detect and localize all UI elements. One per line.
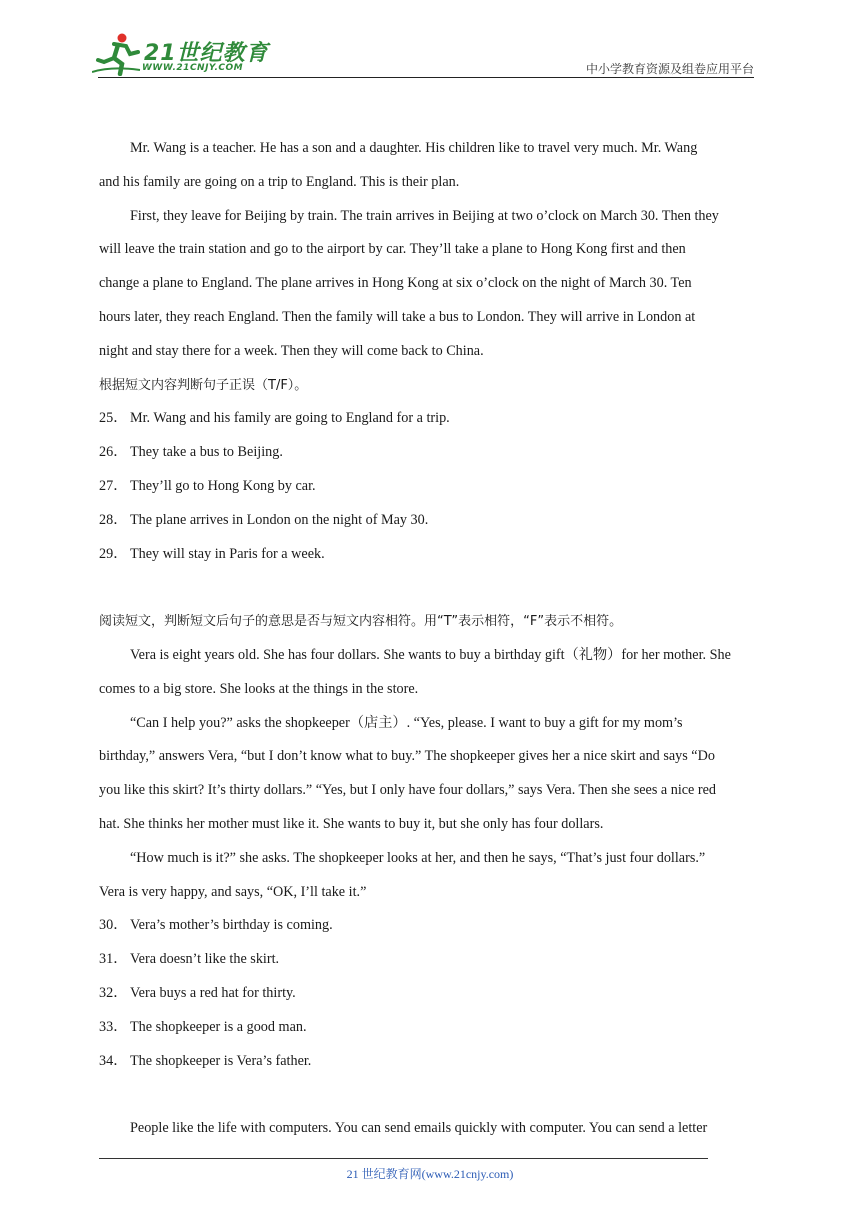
header-slogan: 中小学教育资源及组卷应用平台 [585,62,754,76]
site-logo [92,32,272,78]
question-text: Vera buys a red hat for thirty. [130,984,296,1001]
paragraph-line: change a plane to England. The plane arrives in Hong Kong at six o’clock on the night of March 30. Ten [99,275,692,292]
question-text: The shopkeeper is a good man. [130,1018,307,1035]
question-text: The shopkeeper is Vera’s father. [130,1052,312,1069]
page-footer[interactable]: 21 世纪教育网(www.21cnjy.com) [346,1167,514,1181]
question-number: 28． [99,511,128,528]
question-item [99,504,763,538]
question-number: 31． [99,951,128,968]
header-divider [98,77,754,78]
question-number: 29． [99,545,128,562]
question-number: 26． [99,444,128,461]
question-item [99,909,763,943]
paragraph-line: “Can I help you?” asks the shopkeeper（店主）. “Yes, please. I want to buy a gift for my mom’s [130,714,683,731]
question-text: Mr. Wang and his family are going to England for a trip. [130,410,450,427]
question-text: They take a bus to Beijing. [130,444,283,461]
question-number: 32． [99,984,128,1001]
question-number: 25． [99,410,128,427]
question-item [99,1045,763,1079]
question-item [99,943,763,977]
paragraph-line: Vera is eight years old. She has four dollars. She wants to buy a birthday gift（礼物）for her mother. She [130,646,731,663]
paragraph-line: People like the life with computers. You can send emails quickly with computer. You can send a letter [130,1120,708,1137]
question-item [99,1011,763,1045]
section-gap [99,571,763,605]
question-number: 27． [99,477,128,494]
paragraph-line: night and stay there for a week. Then they will come back to China. [99,342,484,359]
question-text: They’ll go to Hong Kong by car. [130,477,316,494]
runner-logo-icon [92,32,142,76]
paragraph-line: “How much is it?” she asks. The shopkeeper looks at her, and then he says, “That’s just four dollars.” [130,849,706,866]
paragraph-line: hours later, they reach England. Then the family will take a bus to London. They will arrive in London at [99,308,696,325]
question-number: 30． [99,917,128,934]
section-gap [99,1078,763,1112]
paragraph-line: hat. She thinks her mother must like it. She wants to buy it, but she only has four dollars. [99,815,604,832]
paragraph-line: birthday,” answers Vera, “but I don’t know what to buy.” The shopkeeper gives her a nice skirt and says “Do [99,748,715,765]
question-text: The plane arrives in London on the night of May 30. [130,511,429,528]
page-header [0,0,860,90]
question-number: 34． [99,1052,128,1069]
paragraph-line: you like this skirt? It’s thirty dollars.” “Yes, but I only have four dollars,” says Vera. Then she sees a nice red [99,782,717,799]
paragraph-line: comes to a big store. She looks at the things in the store. [99,680,419,697]
question-item [99,470,763,504]
logo-url: WWW.21CNJY.COM [142,63,244,73]
question-item [99,977,763,1011]
paragraph-line: First, they leave for Beijing by train. The train arrives in Beijing at two o’clock on March 30. Then they [130,207,719,224]
paragraph-line: will leave the train station and go to the airport by car. They’ll take a plane to Hong Kong first and then [99,241,686,258]
paragraph-line: Mr. Wang is a teacher. He has a son and a daughter. His children like to travel very much. Mr. Wang [130,140,698,156]
paragraph-line: Vera is very happy, and says, “OK, I’ll take it.” [99,883,367,900]
question-number: 33． [99,1018,128,1035]
paragraph-line: and his family are going on a trip to England. This is their plan. [99,173,460,190]
question-text: Vera’s mother’s birthday is coming. [130,917,333,934]
question-item [99,436,763,470]
footer-divider [99,1158,708,1159]
question-text: They will stay in Paris for a week. [130,545,325,562]
section-instruction: 阅读短文，判断短文后句子的意思是否与短文内容相符。用“T”表示相符，“F”表示不相符。 [99,614,623,630]
document-body [99,132,763,1146]
logo-text: 21世纪教育 [144,41,269,66]
question-text: Vera doesn’t like the skirt. [130,951,280,968]
question-item [99,538,763,572]
section-instruction: 根据短文内容判断句子正误（T/F）。 [99,377,308,393]
question-item [99,402,763,436]
